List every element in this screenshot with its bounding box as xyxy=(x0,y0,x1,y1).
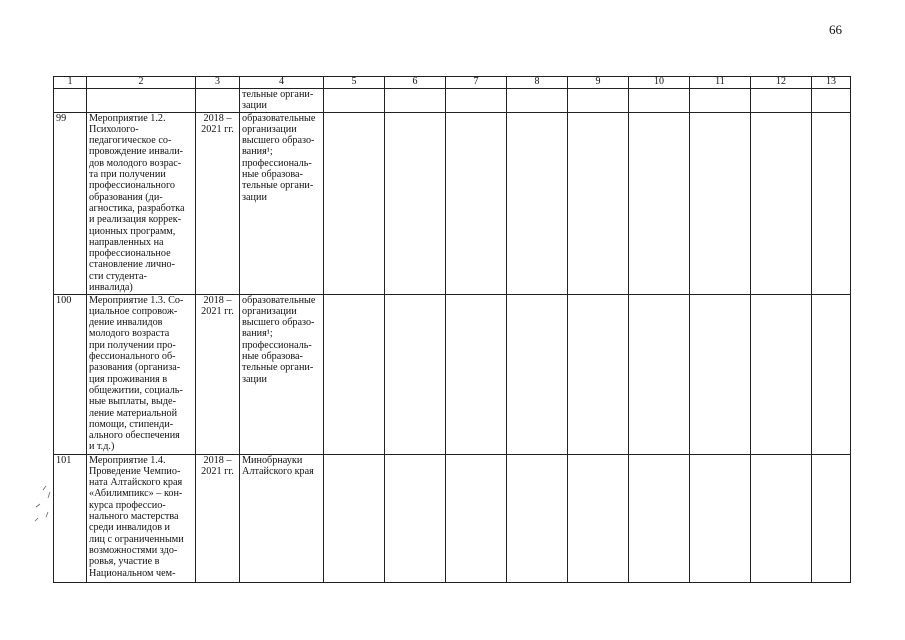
empty-cell xyxy=(54,89,87,113)
executor-line: Минобрнауки xyxy=(242,454,303,466)
measure-name-line: профессионального xyxy=(89,180,175,192)
measure-name-line: фессионального об- xyxy=(89,351,176,363)
measure-name-line: ната Алтайского края xyxy=(89,477,183,489)
measure-name-line: педагогическое со- xyxy=(89,135,172,147)
period-cell xyxy=(196,454,240,582)
measure-name-line: ция проживания в xyxy=(89,373,168,385)
column-header-12: 12 xyxy=(751,77,812,89)
empty-cell xyxy=(690,89,751,113)
period-line: 2018 – xyxy=(203,112,232,124)
measure-name-line: курса профессио- xyxy=(89,499,166,511)
table-body xyxy=(54,89,851,583)
measure-name-line: ционных программ, xyxy=(89,225,176,237)
empty-cell xyxy=(751,89,812,113)
measure-name-line: циальное сопровож- xyxy=(89,305,178,317)
measure-name-cell xyxy=(87,112,196,294)
measure-name-line: разования (организа- xyxy=(89,362,181,374)
empty-cell xyxy=(690,112,751,294)
executor-line: профессиональ- xyxy=(242,339,312,351)
empty-cell xyxy=(385,89,446,113)
column-header-2: 2 xyxy=(87,77,196,89)
empty-cell xyxy=(385,112,446,294)
executor-line: зации xyxy=(242,100,267,112)
executor-cell xyxy=(240,454,324,582)
period-line: 2021 гг. xyxy=(201,305,234,317)
period-cell xyxy=(196,294,240,454)
column-header-9: 9 xyxy=(568,77,629,89)
empty-cell xyxy=(751,454,812,582)
empty-cell xyxy=(324,294,385,454)
measure-name-line: нального мастерства xyxy=(89,511,179,523)
column-header-4: 4 xyxy=(240,77,324,89)
measure-name-line: Мероприятие 1.2. xyxy=(89,112,166,124)
column-header-1: 1 xyxy=(54,77,87,89)
empty-cell xyxy=(87,89,196,113)
scan-artifact-marks xyxy=(28,484,58,524)
measure-name-cell xyxy=(87,294,196,454)
empty-cell xyxy=(751,112,812,294)
column-header-6: 6 xyxy=(385,77,446,89)
executor-cell xyxy=(240,112,324,294)
measure-name-line: Мероприятие 1.4. xyxy=(89,454,166,466)
executor-line: зации xyxy=(242,191,267,203)
row-number-cell: 101 xyxy=(54,454,87,582)
executor-cell xyxy=(240,294,324,454)
measure-name-line: ального обеспечения xyxy=(89,430,180,442)
empty-cell xyxy=(690,294,751,454)
measure-name-line: Проведение Чемпио- xyxy=(89,465,181,477)
measure-name-line: ные выплаты, выде- xyxy=(89,396,176,408)
empty-cell xyxy=(812,454,851,582)
measure-name-line: образования (ди- xyxy=(89,191,163,203)
column-header-3: 3 xyxy=(196,77,240,89)
measure-name-line: дов молодого возрас- xyxy=(89,157,182,169)
empty-cell xyxy=(507,454,568,582)
measure-name-line: дение инвалидов xyxy=(89,317,163,329)
executor-line: организации xyxy=(242,305,297,317)
row-number-cell: 100 xyxy=(54,294,87,454)
empty-cell xyxy=(812,112,851,294)
empty-cell xyxy=(568,454,629,582)
measure-name-line: «Абилимпикс» – кон- xyxy=(89,488,183,500)
empty-cell xyxy=(446,294,507,454)
executor-line: ные образова- xyxy=(242,351,303,363)
executor-line: ные образова- xyxy=(242,169,303,181)
column-header-13: 13 xyxy=(812,77,851,89)
measure-name-line: ровья, участие в xyxy=(89,556,160,568)
measure-name-line: сти студента- xyxy=(89,270,147,282)
executor-line: образовательные xyxy=(242,112,316,124)
empty-cell xyxy=(629,112,690,294)
executor-cell xyxy=(240,89,324,113)
empty-cell xyxy=(568,89,629,113)
executor-line: вания¹; xyxy=(242,146,273,158)
empty-cell xyxy=(324,112,385,294)
empty-cell xyxy=(629,454,690,582)
measure-name-line: и реализация коррек- xyxy=(89,214,182,226)
measure-name-line: лиц с ограниченными xyxy=(89,533,184,545)
empty-cell xyxy=(446,454,507,582)
empty-cell xyxy=(196,89,240,113)
measure-name-line: ление материальной xyxy=(89,407,178,419)
measure-name-line: Национальном чем- xyxy=(89,567,176,579)
executor-line: профессиональ- xyxy=(242,157,312,169)
executor-line: организации xyxy=(242,123,297,135)
measures-table xyxy=(53,76,851,583)
table-row xyxy=(54,294,851,454)
period-line: 2018 – xyxy=(203,294,232,306)
measure-name-line: та при получении xyxy=(89,169,166,181)
empty-cell xyxy=(324,89,385,113)
empty-cell xyxy=(385,454,446,582)
measure-name-line: молодого возраста xyxy=(89,328,170,340)
executor-line: тельные органи- xyxy=(242,89,314,100)
measure-name-line: провождение инвали- xyxy=(89,146,184,158)
measure-name-line: инвалида) xyxy=(89,282,133,294)
executor-line: вания¹; xyxy=(242,328,273,340)
measure-name-line: среди инвалидов и xyxy=(89,522,170,534)
column-header-8: 8 xyxy=(507,77,568,89)
measure-name-line: общежитии, социаль- xyxy=(89,384,183,396)
empty-cell xyxy=(690,454,751,582)
measure-name-line: профессиональное xyxy=(89,248,171,260)
executor-line: образовательные xyxy=(242,294,316,306)
measure-name-line: становление лично- xyxy=(89,259,176,271)
empty-cell xyxy=(446,89,507,113)
empty-cell xyxy=(507,294,568,454)
empty-cell xyxy=(568,294,629,454)
table-row xyxy=(54,454,851,582)
executor-line: тельные органи- xyxy=(242,362,314,374)
measure-name-cell xyxy=(87,454,196,582)
executor-line: высшего образо- xyxy=(242,135,315,147)
table-row xyxy=(54,112,851,294)
period-cell xyxy=(196,112,240,294)
empty-cell xyxy=(507,89,568,113)
period-line: 2021 гг. xyxy=(201,465,234,477)
measure-name-line: направленных на xyxy=(89,236,164,248)
measure-name-line: помощи, стипенди- xyxy=(89,418,174,430)
table-header xyxy=(54,77,851,89)
column-header-7: 7 xyxy=(446,77,507,89)
empty-cell xyxy=(446,112,507,294)
empty-cell xyxy=(751,294,812,454)
measure-name-line: Психолого- xyxy=(89,123,139,135)
empty-cell xyxy=(385,294,446,454)
empty-cell xyxy=(568,112,629,294)
empty-cell xyxy=(507,112,568,294)
measure-name-line: Мероприятие 1.3. Со- xyxy=(89,294,184,306)
empty-cell xyxy=(629,89,690,113)
empty-cell xyxy=(324,454,385,582)
measure-name-line: агностика, разработка xyxy=(89,202,185,214)
period-line: 2021 гг. xyxy=(201,123,234,135)
continuation-row xyxy=(54,89,851,113)
measure-name-line: возможностями здо- xyxy=(89,544,178,556)
empty-cell xyxy=(629,294,690,454)
column-header-5: 5 xyxy=(324,77,385,89)
executor-line: высшего образо- xyxy=(242,317,315,329)
row-number-cell: 99 xyxy=(54,112,87,294)
measure-name-line: и т.д.) xyxy=(89,441,115,453)
period-line: 2018 – xyxy=(203,454,232,466)
executor-line: зации xyxy=(242,373,267,385)
empty-cell xyxy=(812,294,851,454)
column-header-10: 10 xyxy=(629,77,690,89)
executor-line: Алтайского края xyxy=(242,465,314,477)
page-number: 66 xyxy=(829,22,842,37)
empty-cell xyxy=(812,89,851,113)
executor-line: тельные органи- xyxy=(242,180,314,192)
measure-name-line: при получении про- xyxy=(89,339,176,351)
column-header-11: 11 xyxy=(690,77,751,89)
